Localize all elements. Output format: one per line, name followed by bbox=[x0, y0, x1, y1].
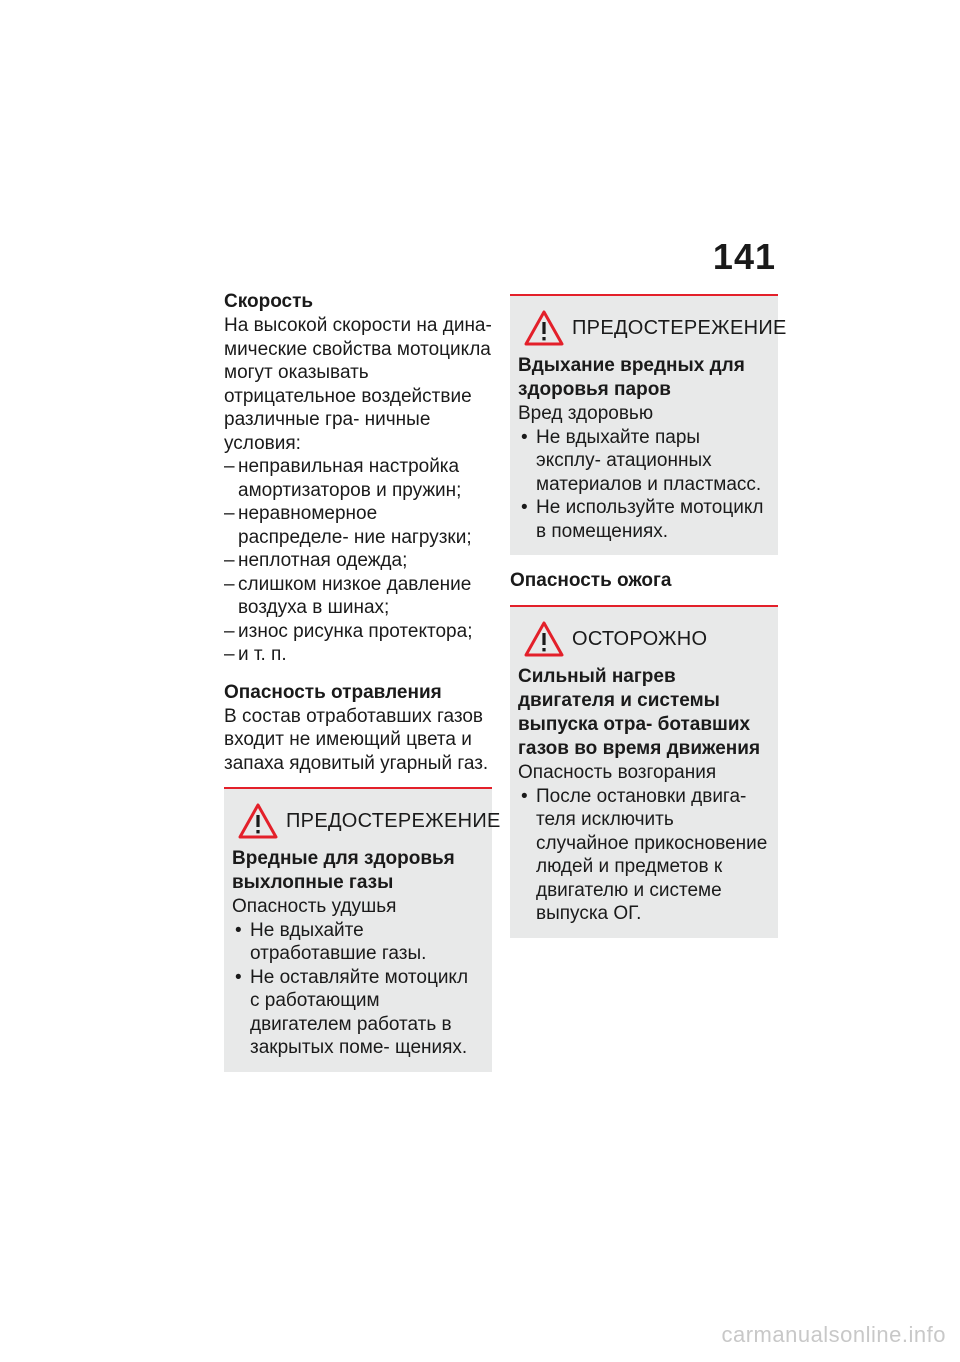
warning-title: ПРЕДОСТЕРЕЖЕНИЕ bbox=[572, 316, 787, 339]
warning-subtitle: Опасность удушья bbox=[232, 896, 397, 917]
warning-heading: Вдыхание вредных для здоровья паров bbox=[518, 355, 745, 400]
left-column bbox=[224, 290, 501, 1072]
burn-heading: Опасность ожога bbox=[510, 570, 672, 591]
vapors-warning-box bbox=[510, 294, 787, 555]
poisoning-heading: Опасность отравления bbox=[224, 681, 442, 703]
list-item: • Не вдыхайте пары эксплу- атационных материалов и пластмасс. bbox=[521, 426, 762, 495]
list-item: – неправильная настройка амортизаторов и пружин; bbox=[224, 456, 462, 501]
caution-list bbox=[518, 785, 768, 926]
speed-conditions-list bbox=[224, 455, 492, 667]
right-column bbox=[510, 294, 787, 938]
poisoning-section bbox=[224, 681, 492, 776]
list-item: • Не оставляйте мотоцикл с работающим двигателем работать в закрытых поме- щениях. bbox=[235, 966, 469, 1058]
warning-triangle-icon bbox=[238, 803, 278, 839]
warning-list bbox=[518, 426, 768, 544]
exhaust-warning-box bbox=[224, 787, 501, 1072]
list-item: – неравномерное распределе- ние нагрузки; bbox=[224, 503, 472, 548]
speed-section bbox=[224, 290, 492, 667]
poisoning-text: В состав отработавших газов входит не имеющий цвета и запаха ядовитый угарный газ. bbox=[224, 705, 489, 774]
caution-box bbox=[510, 605, 778, 938]
list-item: – неплотная одежда; bbox=[224, 550, 408, 571]
warning-triangle-icon bbox=[524, 310, 564, 346]
warning-heading: Вредные для здоровья выхлопные газы bbox=[232, 848, 455, 893]
list-item: – износ рисунка протектора; bbox=[224, 620, 473, 642]
warning-list bbox=[232, 919, 482, 1060]
speed-heading: Скорость bbox=[224, 291, 314, 312]
page-number: 141 bbox=[712, 236, 776, 277]
burn-section bbox=[510, 569, 778, 593]
warning-title: ПРЕДОСТЕРЕЖЕНИЕ bbox=[286, 809, 501, 832]
warning-subtitle: Вред здоровью bbox=[518, 403, 654, 424]
list-item: – слишком низкое давление воздуха в шинах; bbox=[224, 573, 472, 618]
list-item: • После остановки двига- теля исключить случайное прикосновение людей и предметов к двигателю и системе выпуска ОГ. bbox=[521, 785, 768, 924]
caution-heading: Сильный нагрев двигателя и системы выпуска отра- ботавших газов во время движения bbox=[518, 666, 761, 759]
caution-subtitle: Опасность возгорания bbox=[518, 762, 717, 783]
footer-watermark: carmanualsonline.info bbox=[721, 1322, 946, 1347]
speed-text: На высокой скорости на дина- мические свойства мотоцикла могут оказывать отрицательное воздействие различные гра- ничные условия: bbox=[224, 315, 492, 454]
list-item: • Не используйте мотоцикл в помещениях. bbox=[521, 497, 764, 542]
list-item: – и т. п. bbox=[224, 644, 287, 665]
warning-triangle-icon bbox=[524, 621, 564, 657]
caution-title: ОСТОРОЖНО bbox=[572, 627, 708, 650]
list-item: • Не вдыхайте отработавшие газы. bbox=[235, 919, 427, 964]
